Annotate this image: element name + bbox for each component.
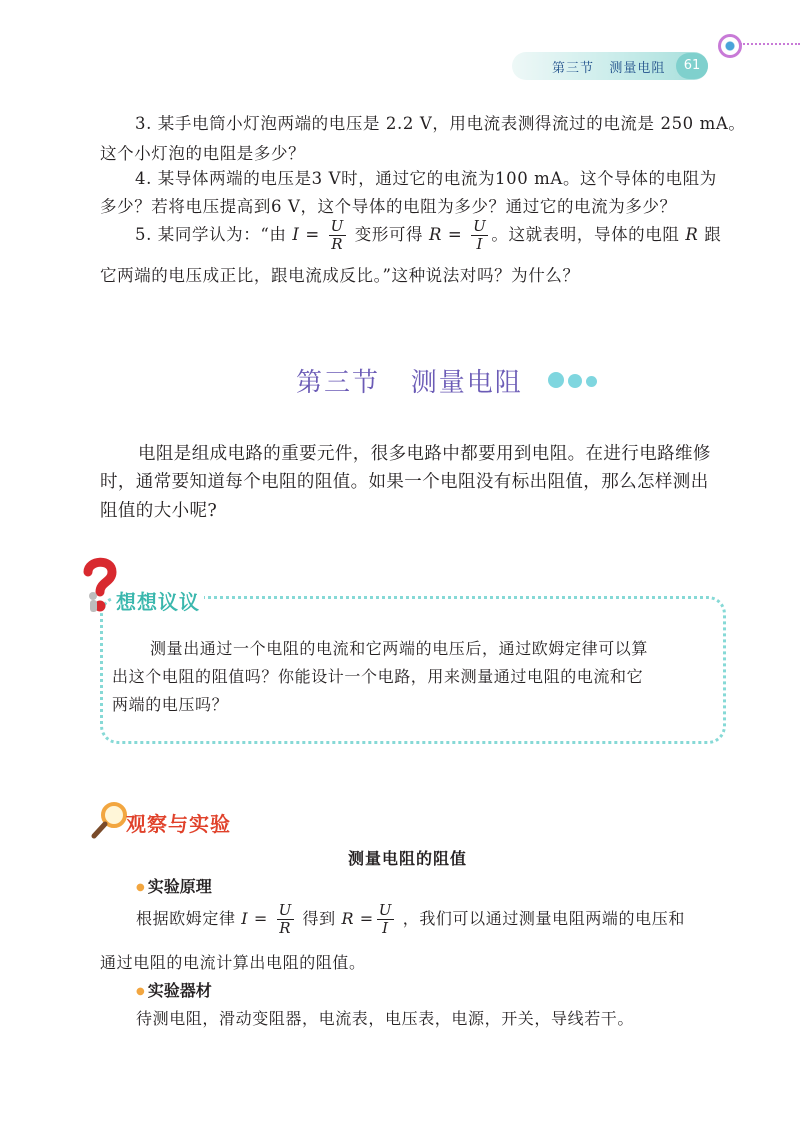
fraction-denominator: I bbox=[382, 919, 389, 937]
magnifier-icon bbox=[90, 800, 130, 840]
principle-eq-2: = bbox=[354, 909, 374, 928]
think-discuss-heading: 想想议议 bbox=[112, 586, 204, 615]
section-title: 第三节 测量电阻 bbox=[296, 368, 523, 398]
page-number: 61 bbox=[676, 53, 708, 79]
principle-fraction-1 bbox=[277, 902, 294, 937]
principle-label: ● 实验原理 bbox=[136, 874, 212, 897]
title-dot-medium-icon bbox=[568, 374, 582, 388]
problem-5-text-d: 跟 bbox=[698, 225, 722, 244]
problem-5-line-1 bbox=[135, 218, 721, 253]
problem-5-text-c: 。这就表明，导体的电阻 bbox=[491, 225, 686, 244]
intro-line-3: 阻值的大小呢? bbox=[100, 501, 218, 521]
experiment-title: 测量电阻的阻值 bbox=[348, 849, 468, 868]
problem-5-line-2: 它两端的电压成正比，跟电流成反比。”这种说法对吗？为什么？ bbox=[100, 266, 580, 285]
fraction-denominator: R bbox=[331, 235, 344, 253]
fraction-denominator: R bbox=[279, 919, 292, 937]
principle-var-i: I bbox=[241, 909, 249, 928]
observe-experiment-heading: 观察与实验 bbox=[126, 812, 231, 836]
problem-3-line-1: 3. 某手电筒小灯泡两端的电压是 2.2 V，用电流表测得流过的电流是 250 mA。 bbox=[135, 114, 746, 133]
problem-4-line-2: 多少？若将电压提高到6 V，这个导体的电阻为多少？通过它的电流为多少？ bbox=[100, 197, 677, 216]
principle-line-2: 通过电阻的电流计算出电阻的阻值。 bbox=[100, 953, 366, 972]
think-line-1: 测量出通过一个电阻的电流和它两端的电压后，通过欧姆定律可以算 bbox=[150, 639, 649, 658]
fraction-numerator: U bbox=[473, 217, 487, 235]
header-dotted-line bbox=[740, 43, 800, 45]
principle-eq-1: = bbox=[248, 909, 274, 928]
fraction-numerator: U bbox=[330, 217, 344, 235]
think-line-3: 两端的电压吗？ bbox=[112, 695, 229, 714]
intro-line-1: 电阻是组成电路的重要元件，很多电路中都要用到电阻。在进行电路维修 bbox=[138, 444, 711, 464]
principle-text-b: 得到 bbox=[296, 909, 342, 928]
principle-var-r: R bbox=[341, 909, 355, 928]
title-dot-small-icon bbox=[586, 376, 597, 387]
principle-line-1 bbox=[136, 902, 685, 937]
problem-5-fraction-2 bbox=[471, 218, 488, 253]
think-line-2: 出这个电阻的阻值吗？你能设计一个电路，用来测量通过电阻的电流和它 bbox=[112, 667, 644, 686]
fraction-numerator: U bbox=[278, 901, 292, 919]
fraction-denominator: I bbox=[476, 235, 484, 253]
principle-text-c: ，我们可以通过测量电阻两端的电压和 bbox=[397, 909, 685, 928]
fraction-numerator: U bbox=[378, 901, 393, 919]
principle-text-a: 根据欧姆定律 bbox=[136, 909, 242, 928]
problem-5-text-b: 变形可得 bbox=[348, 225, 429, 244]
materials-text: 待测电阻，滑动变阻器，电流表，电压表，电源，开关，导线若干。 bbox=[136, 1009, 635, 1028]
problem-5-fraction-1 bbox=[329, 218, 346, 253]
problem-3-line-2: 这个小灯泡的电阻是多少？ bbox=[100, 144, 306, 163]
problem-5-text-a: 5. 某同学认为：“由 bbox=[135, 225, 293, 244]
header-ring-icon bbox=[718, 34, 742, 58]
problem-5-var-r: R bbox=[428, 225, 442, 244]
materials-label: ● 实验器材 bbox=[136, 978, 212, 1001]
problem-4-line-1: 4. 某导体两端的电压是3 V时，通过它的电流为100 mA。这个导体的电阻为 bbox=[135, 169, 717, 188]
problem-5-eq-1: = bbox=[299, 225, 326, 244]
title-dot-large-icon bbox=[548, 372, 564, 388]
principle-fraction-2 bbox=[377, 902, 394, 937]
problem-5-eq-2: = bbox=[442, 225, 469, 244]
problem-5-var-i: I bbox=[292, 225, 300, 244]
problem-5-var-r-2: R bbox=[685, 225, 699, 244]
header-section-label: 第三节 测量电阻 bbox=[552, 61, 666, 76]
intro-line-2: 时，通常要知道每个电阻的阻值。如果一个电阻没有标出阻值，那么怎样测出 bbox=[100, 472, 709, 492]
